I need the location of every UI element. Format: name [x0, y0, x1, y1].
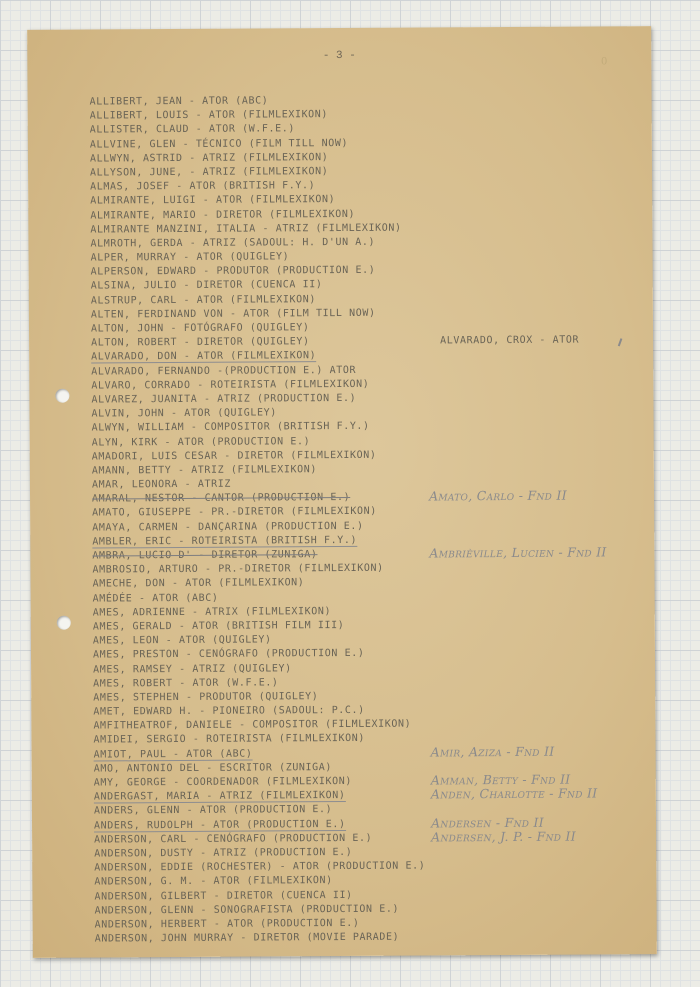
- entry-text: ALMAS, JOSEF - ATOR (BRITISH F.Y.): [90, 180, 316, 193]
- entry-text: AMES, PRESTON - CENÓGRAFO (PRODUCTION E.): [92, 648, 365, 661]
- punch-hole: [55, 389, 69, 403]
- entry-text: AMAYA, CARMEN - DANÇARINA (PRODUCTION E.): [92, 520, 364, 534]
- entry-text: ANDERSON, HERBERT - ATOR (PRODUCTION E.): [94, 917, 360, 931]
- entry-text: ANDERSON, DUSTY - ATRIZ (PRODUCTION E.): [94, 846, 353, 860]
- entry-text: ANDERSON, JOHN MURRAY - DIRETOR (MOVIE PARADE): [94, 931, 400, 945]
- handwritten-note: Amir, Aziza - Fnd II: [430, 743, 555, 760]
- pencil-tick: [618, 338, 623, 346]
- handwritten-note: Andersen - Fnd II: [431, 814, 545, 831]
- entry-text: AMES, RAMSEY - ATRIZ (QUIGLEY): [93, 662, 292, 676]
- handwritten-note: Ambrièville, Lucien - Fnd II: [429, 544, 607, 561]
- entry-text: ANDERS, GLENN - ATOR (PRODUCTION E.): [93, 804, 333, 817]
- entry-text: ANDERSON, GLENN - SONOGRAFISTA (PRODUCTION E.): [94, 903, 400, 917]
- handwritten-note: Anden, Charlotte - Fnd II: [430, 785, 598, 802]
- entry-text: AMY, GEORGE - COORDENADOR (FILMLEXIKON): [93, 775, 353, 789]
- entry-text: ALSINA, JULIO - DIRETOR (CUENCA II): [90, 279, 323, 292]
- typed-annotation: ALVARADO, CROX - ATOR: [440, 334, 580, 347]
- entry-text: ALLISTER, CLAUD - ATOR (W.F.E.): [89, 123, 296, 136]
- entry-text: ALWYN, WILLIAM - COMPOSITOR (BRITISH F.Y.): [91, 421, 370, 434]
- entry-text: ALVAREZ, JUANITA - ATRIZ (PRODUCTION E.): [91, 392, 357, 406]
- entry-text: AMANN, BETTY - ATRIZ (FILMLEXIKON): [91, 464, 318, 477]
- entry-text: AMES, LEON - ATOR (QUIGLEY): [92, 634, 272, 647]
- handwritten-note: Amman, Betty - Fnd II: [430, 771, 571, 788]
- entry-text: ALVARADO, FERNANDO -(PRODUCTION E.) ATOR: [91, 364, 357, 378]
- entry-text: ALVARO, CORRADO - ROTEIRISTA (FILMLEXIKON): [91, 378, 370, 392]
- corner-mark: 0: [600, 56, 608, 68]
- entry-text: AMFITHEATROF, DANIELE - COMPOSITOR (FILMLEXIKON): [93, 718, 412, 732]
- entry-text: AMECHE, DON - ATOR (FILMLEXIKON): [92, 577, 305, 590]
- entry-text: ALLIBERT, LOUIS - ATOR (FILMLEXIKON): [89, 109, 329, 122]
- entry-text: AMADORI, LUIS CESAR - DIRETOR (FILMLEXIKON): [91, 449, 377, 463]
- entry-text: ALTON, JOHN - FOTÓGRAFO (QUIGLEY): [90, 322, 310, 335]
- entry-text: AMET, EDWARD H. - PIONEIRO (SADOUL: P.C.): [93, 704, 365, 718]
- entry-text: AMIDEI, SERGIO - ROTEIRISTA (FILMLEXIKON): [93, 733, 365, 746]
- entry-text: ALLVINE, GLEN - TÉCNICO (FILM TILL NOW): [89, 137, 349, 151]
- entry-text: ALLYSON, JUNE, - ATRIZ (FILMLEXIKON): [90, 166, 329, 179]
- page-number: - 3 -: [322, 49, 356, 63]
- entry-text: ALMIRANTE, LUIGI - ATOR (FILMLEXIKON): [90, 194, 336, 207]
- entry-text: ALLWYN, ASTRID - ATRIZ (FILMLEXIKON): [89, 151, 329, 165]
- entry-text: ALTON, ROBERT - DIRETOR (QUIGLEY): [91, 336, 310, 349]
- entry-text: ANDERGAST, MARIA - ATRIZ (FILMLEXIKON): [93, 790, 346, 803]
- entry-text: ALLIBERT, JEAN - ATOR (ABC): [89, 95, 269, 108]
- entry-text: ALSTRUP, CARL - ATOR (FILMLEXIKON): [90, 293, 316, 307]
- entry-text: AMES, ADRIENNE - ATRIX (FILMLEXIKON): [92, 605, 332, 619]
- entry-text: AMBROSIO, ARTURO - PR.-DIRETOR (FILMLEXIKON): [92, 562, 384, 576]
- entry-text: ANDERS, RUDOLPH - ATOR (PRODUCTION E.): [93, 818, 346, 832]
- entry-text: AMBRA, LUCIO D' - DIRETOR (ZUNIGA): [92, 549, 318, 562]
- entry-text: ALPERSON, EDWARD - PRODUTOR (PRODUCTION E.): [90, 265, 376, 278]
- entry-text: ALVARADO, DON - ATOR (FILMLEXIKON): [91, 350, 317, 363]
- entry-text: ALMIRANTE, MARIO - DIRETOR (FILMLEXIKON): [90, 208, 356, 222]
- entry-text: AMAR, LEONORA - ATRIZ: [91, 478, 232, 491]
- document-sheet: [27, 26, 657, 958]
- punch-hole: [57, 616, 71, 630]
- entry-text: ALMIRANTE MANZINI, ITALIA - ATRIZ (FILMLEXIKON): [90, 222, 402, 236]
- entry-text: AMO, ANTONIO DEL - ESCRITOR (ZUNIGA): [93, 761, 333, 775]
- entry-list: [89, 94, 607, 947]
- entry-text: AMBLER, ERIC - ROTEIRISTA (BRITISH F.Y.): [92, 534, 358, 548]
- entry-text: ANDERSON, GILBERT - DIRETOR (CUENCA II): [94, 889, 353, 903]
- entry-text: AMES, GERALD - ATOR (BRITISH FILM III): [92, 619, 345, 633]
- entry-text: ALVIN, JOHN - ATOR (QUIGLEY): [91, 407, 277, 420]
- entry-text: AMES, ROBERT - ATOR (W.F.E.): [93, 677, 279, 690]
- entry-text: AMES, STEPHEN - PRODUTOR (QUIGLEY): [93, 691, 319, 704]
- list-item: [95, 931, 426, 947]
- entry-text: ALMROTH, GERDA - ATRIZ (SADOUL: H. D'UN A.): [90, 236, 376, 250]
- handwritten-note: Amato, Carlo - Fnd II: [429, 487, 567, 504]
- entry-text: ALPER, MURRAY - ATOR (QUIGLEY): [90, 251, 290, 264]
- entry-text: AMARAL, NESTOR - CANTOR (PRODUCTION E.): [92, 492, 351, 505]
- entry-text: AMIOT, PAUL - ATOR (ABC): [93, 748, 253, 761]
- entry-text: ALYN, KIRK - ATOR (PRODUCTION E.): [91, 435, 311, 449]
- handwritten-note: Andersen, J. P. - Fnd II: [431, 828, 577, 845]
- entry-text: AMÉDÉE - ATOR (ABC): [92, 592, 219, 605]
- entry-text: ANDERSON, EDDIE (ROCHESTER) - ATOR (PRODUCTION E.): [94, 860, 426, 874]
- entry-text: ANDERSON, G. M. - ATOR (FILMLEXIKON): [94, 875, 333, 888]
- entry-text: ALTEN, FERDINAND VON - ATOR (FILM TILL NOW): [90, 307, 376, 321]
- entry-text: ANDERSON, CARL - CENÓGRAFO (PRODUCTION E.): [94, 832, 373, 846]
- entry-text: AMATO, GIUSEPPE - PR.-DIRETOR (FILMLEXIKON): [92, 506, 377, 519]
